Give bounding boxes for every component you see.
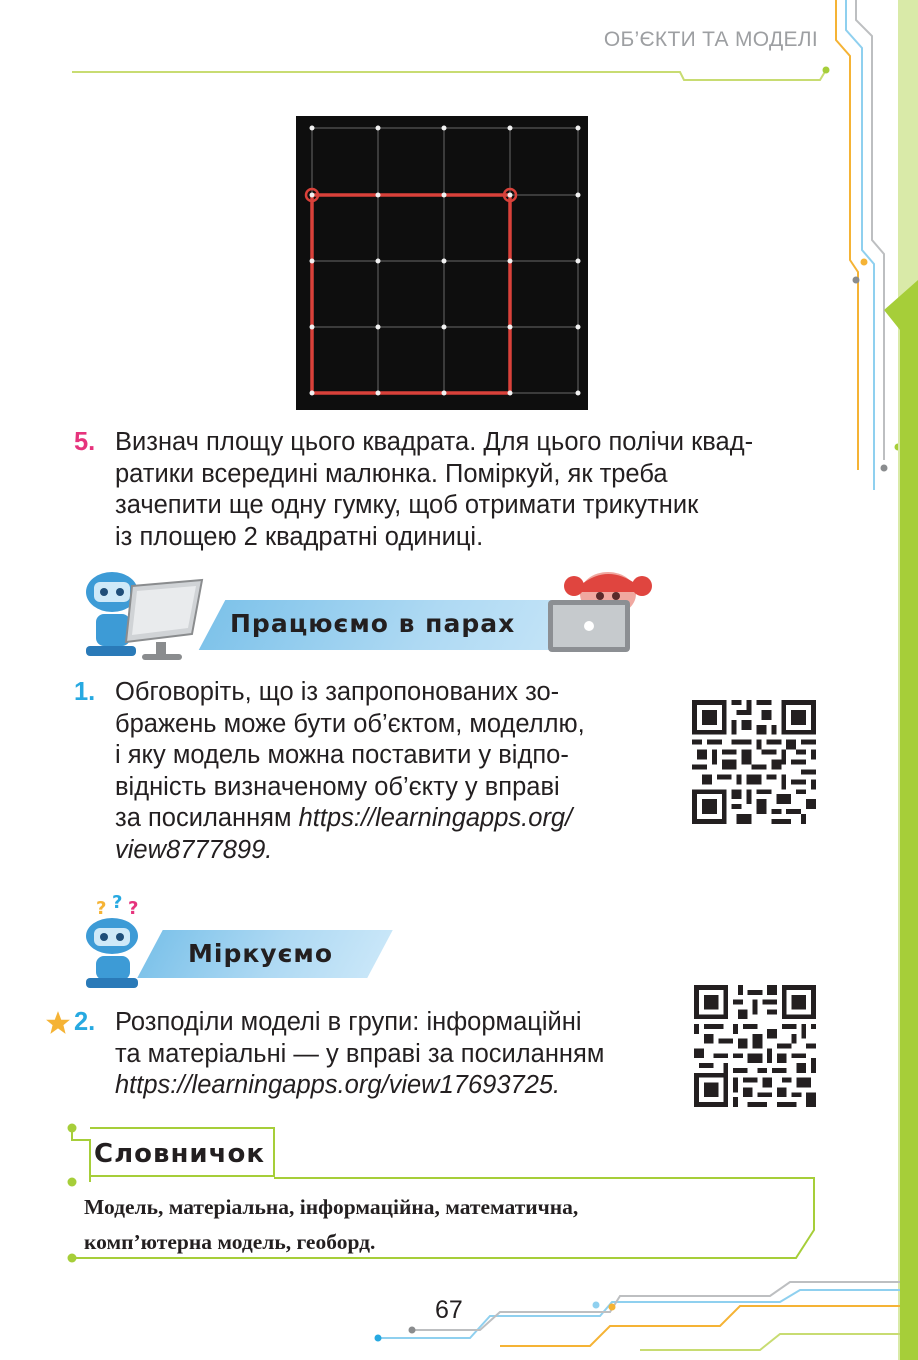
section-header: ОБ’ЄКТИ ТА МОДЕЛІ — [603, 28, 818, 51]
task-5-line: Визнач площу цього квадрата. Для цього полічи квад- — [115, 428, 754, 456]
task-5-text — [115, 427, 817, 553]
robot-mascot-icon — [74, 562, 224, 662]
think-banner-title: Міркуємо — [188, 939, 334, 968]
qr-code-icon[interactable] — [692, 700, 816, 824]
task-5-line: зачепити ще одну гумку, щоб отримати трикутник — [115, 491, 699, 519]
task-2-link[interactable]: https://learningapps.org/view17693725. — [115, 1071, 561, 1099]
task-2-number: 2. — [74, 1008, 96, 1036]
svg-text:?: ? — [128, 898, 139, 919]
task-1-line: за посиланням — [115, 804, 292, 832]
girl-mascot-with-laptop — [544, 562, 654, 662]
svg-text:?: ? — [112, 892, 123, 913]
task-1-text — [115, 677, 660, 866]
task-5-number: 5. — [74, 428, 96, 456]
svg-text:?: ? — [96, 898, 107, 919]
geoboard-image — [296, 116, 588, 410]
task-1-line: бражень може бути об’єктом, моделлю, — [115, 709, 585, 738]
page-number: 67 — [435, 1296, 463, 1324]
glossary-line: Модель, матеріальна, інформаційна, математична, — [84, 1195, 579, 1219]
task-1-line: і яку модель можна поставити у відпо- — [115, 741, 569, 769]
task-1-line: відність визначеному об’єкту у вправі — [115, 772, 560, 801]
task-1-number: 1. — [74, 678, 96, 706]
task-5-line: ратики всередині малюнка. Поміркуй, як треба — [115, 459, 668, 488]
glossary-title: Словничок — [94, 1139, 265, 1169]
task-5-line: із площею 2 квадратні одиниці. — [115, 522, 484, 551]
task-2-line: та матеріальні — у вправі за посиланням — [115, 1039, 605, 1068]
task-2-text — [115, 1007, 663, 1102]
glossary-line: комп’ютерна модель, геоборд. — [84, 1230, 376, 1254]
glossary-text — [84, 1190, 806, 1260]
task-1-line-with-link — [115, 803, 660, 835]
task-1-link-continued[interactable]: view8777899. — [115, 835, 273, 864]
task-1-line: Обговоріть, що із запропонованих зо- — [115, 678, 560, 706]
star-icon — [44, 1010, 72, 1036]
rubber-band-square — [312, 195, 510, 393]
qr-code-icon[interactable] — [694, 985, 816, 1107]
pairs-banner-title: Працюємо в парах — [230, 609, 516, 638]
geoboard-grid — [296, 116, 588, 410]
thinking-robot-icon — [72, 892, 162, 992]
task-2-line: Розподіли моделі в групи: інформаційні — [115, 1008, 582, 1036]
task-1-link[interactable]: https://learningapps.org/ — [298, 804, 573, 832]
